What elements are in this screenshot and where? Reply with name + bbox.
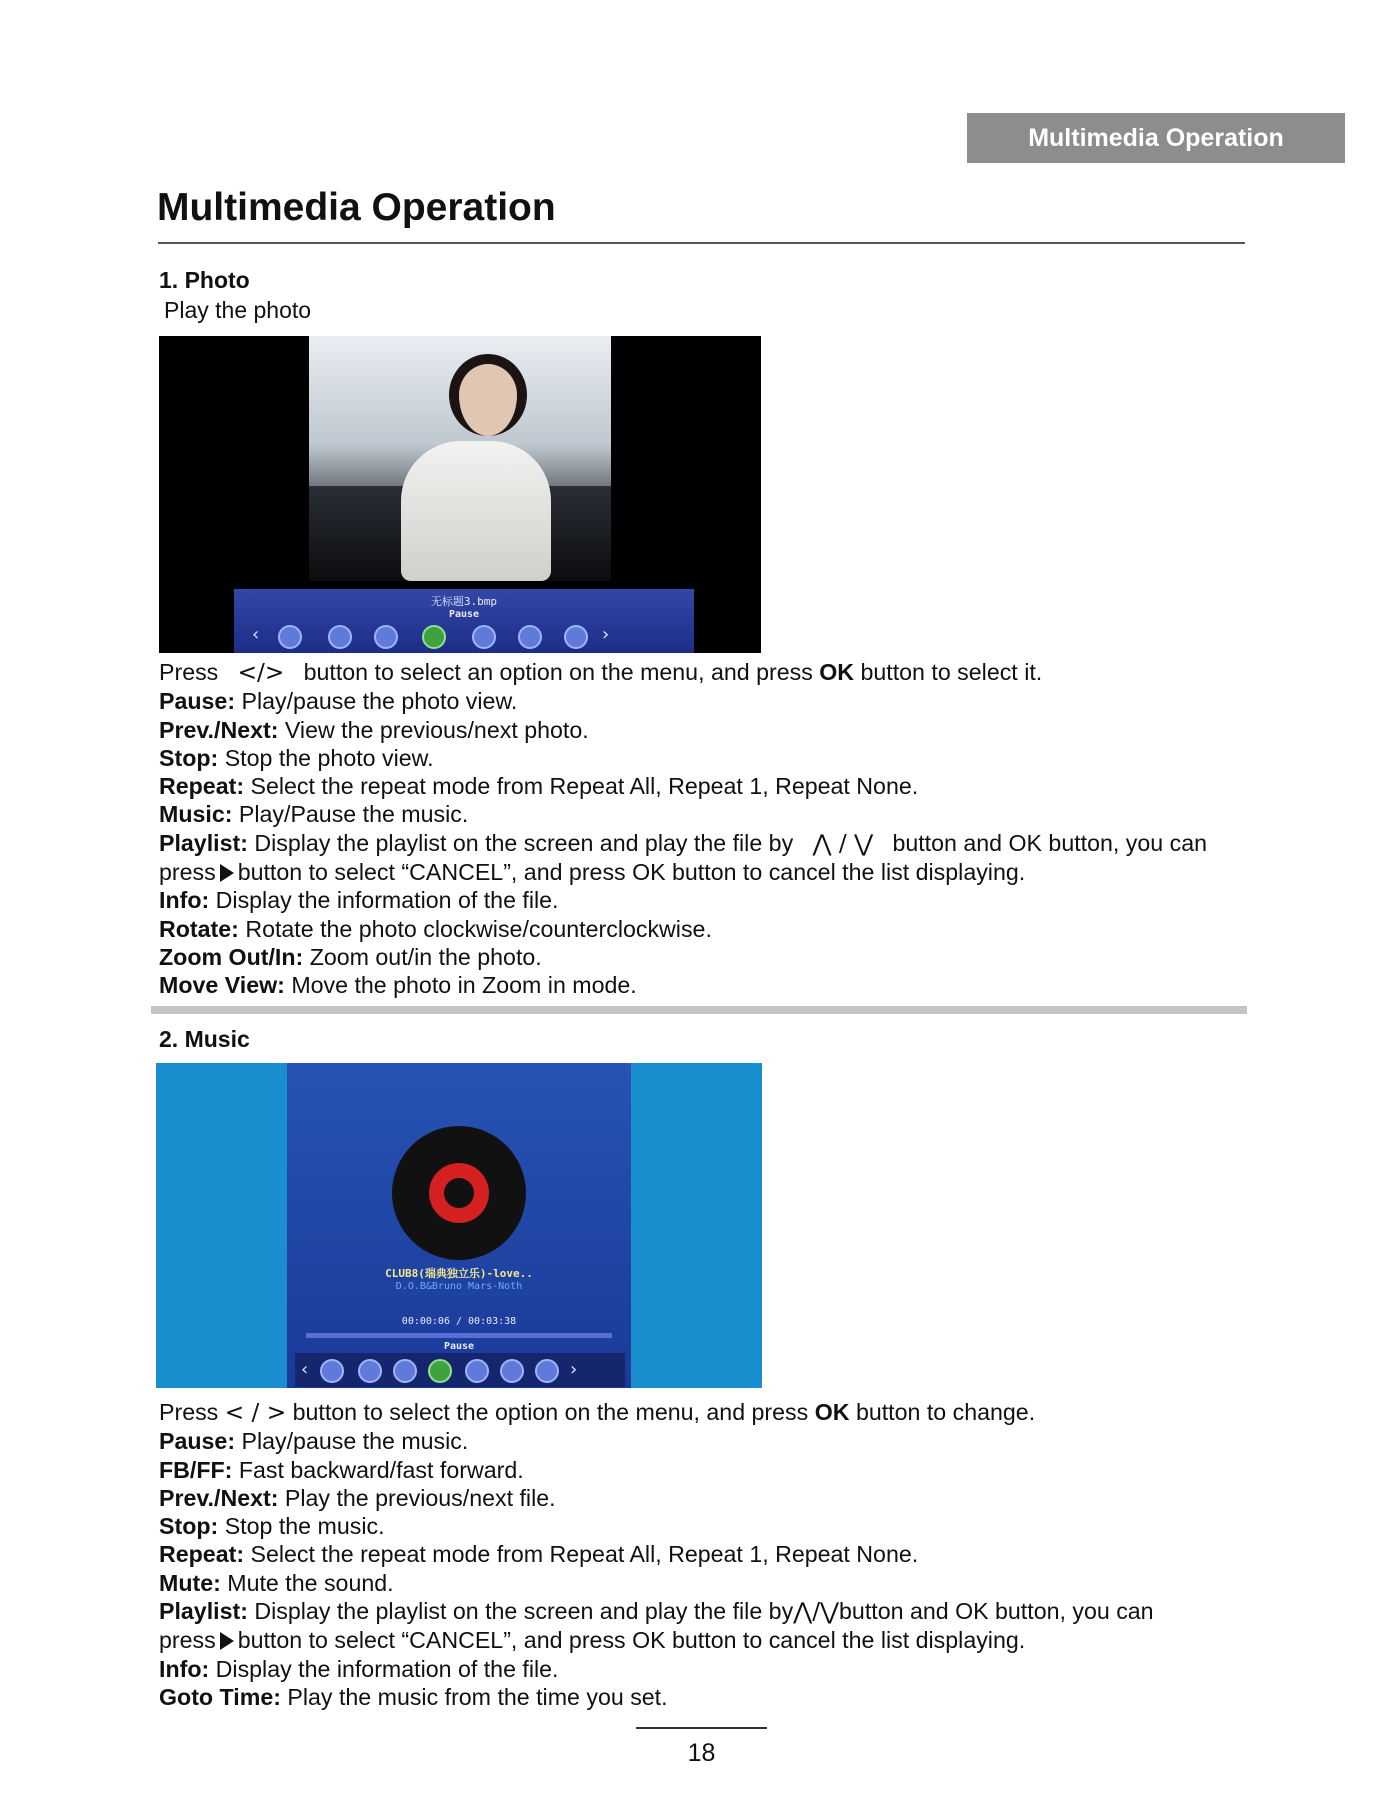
title-rule — [158, 242, 1245, 244]
list-item: Stop: Stop the photo view. — [159, 744, 434, 771]
photo-next-icon[interactable] — [374, 625, 398, 649]
list-item: Goto Time: Play the music from the time you set. — [159, 1683, 668, 1710]
intro-end: button to select it. — [860, 659, 1043, 685]
list-item: Stop: Stop the music. — [159, 1513, 385, 1540]
list-item: Zoom Out/In: Zoom out/in the photo. — [159, 943, 542, 970]
play-triangle-icon — [220, 1632, 234, 1650]
up-down-arrows-icon: ⋀/⋁ — [793, 1598, 840, 1626]
list-item: FB/FF: Fast backward/fast forward. — [159, 1456, 524, 1483]
list-item: Move View: Move the photo in Zoom in mode. — [159, 972, 637, 999]
music-prev-icon[interactable] — [320, 1359, 344, 1383]
music-progress-bar[interactable] — [306, 1333, 612, 1338]
photo-subheading: Play the photo — [164, 297, 312, 323]
photo-left-arrow-icon[interactable]: ‹ — [252, 624, 260, 645]
disc-icon — [392, 1126, 526, 1260]
photo-intro — [159, 658, 1279, 687]
page-number: 18 — [687, 1739, 716, 1767]
list-item: Prev./Next: Play the previous/next file. — [159, 1484, 556, 1511]
music-status: Pause — [443, 1341, 475, 1352]
music-pause-icon[interactable] — [428, 1359, 452, 1383]
music-intro: Press < / > button to select the option on the menu, and press OK button to change. — [159, 1399, 1036, 1426]
music-rewind-icon[interactable] — [500, 1359, 524, 1383]
music-track: CLUB8(瑞典独立乐)-love.. — [385, 1267, 533, 1280]
photo-person-head — [449, 354, 527, 436]
section-tab: Multimedia Operation — [967, 113, 1345, 163]
photo-instructions — [159, 658, 1279, 1000]
left-right-arrows-icon: < / > — [224, 1399, 287, 1426]
photo-screenshot — [159, 336, 761, 653]
photo-pause-icon[interactable] — [422, 625, 446, 649]
photo-prev-icon[interactable] — [328, 625, 352, 649]
footer-rule — [636, 1727, 767, 1729]
list-item: press button to select “CANCEL”, and press OK button to cancel the list displaying. — [159, 1627, 1026, 1654]
list-item: Prev./Next: View the previous/next photo. — [159, 716, 589, 743]
list-item: Rotate: Rotate the photo clockwise/counterclockwise. — [159, 915, 712, 942]
music-left-arrow-icon[interactable]: ‹ — [301, 1359, 309, 1380]
photo-status: Pause — [448, 609, 480, 620]
music-instructions — [159, 1398, 1279, 1711]
photo-filename: 无标题3.bmp — [430, 595, 498, 608]
music-playlist-icon[interactable] — [393, 1359, 417, 1383]
photo-control-bar — [234, 589, 694, 653]
music-heading: 2. Music — [159, 1026, 250, 1052]
section-separator — [151, 1006, 1247, 1014]
photo-right-arrow-icon[interactable]: › — [602, 624, 610, 645]
list-item: Music: Play/Pause the music. — [159, 801, 469, 828]
intro-post: button to select an option on the menu, and press — [303, 659, 813, 685]
intro-pre: Press — [159, 659, 219, 685]
page-title: Multimedia Operation — [157, 186, 556, 229]
list-item: Playlist: Display the playlist on the screen and play the file by⋀/⋁button and OK button, you can — [159, 1598, 1154, 1626]
photo-info-icon[interactable] — [278, 625, 302, 649]
up-down-arrows-icon: ⋀ / ⋁ — [812, 829, 874, 857]
list-item: Pause: Play/pause the photo view. — [159, 688, 518, 715]
photo-playlist-icon[interactable] — [518, 625, 542, 649]
list-item: Repeat: Select the repeat mode from Repeat All, Repeat 1, Repeat None. — [159, 773, 919, 800]
list-item: Info: Display the information of the file. — [159, 1655, 559, 1682]
music-time: 00:00:06 / 00:03:38 — [401, 1316, 517, 1327]
music-next-icon[interactable] — [358, 1359, 382, 1383]
music-stop-icon[interactable] — [465, 1359, 489, 1383]
list-item: Mute: Mute the sound. — [159, 1569, 394, 1596]
music-screenshot — [156, 1063, 762, 1388]
list-item: Playlist: Display the playlist on the screen and play the file by ⋀ / ⋁ button and OK button, you can — [159, 829, 1207, 857]
left-right-arrows-icon: </> — [237, 659, 285, 686]
music-right-arrow-icon[interactable]: › — [570, 1359, 578, 1380]
list-item: Pause: Play/pause the music. — [159, 1428, 469, 1455]
list-item: Repeat: Select the repeat mode from Repeat All, Repeat 1, Repeat None. — [159, 1541, 919, 1568]
music-control-bar — [295, 1353, 625, 1387]
play-triangle-icon — [220, 864, 234, 882]
photo-stop-icon[interactable] — [472, 625, 496, 649]
music-artist: D.O.B&Bruno Mars-Noth — [395, 1281, 523, 1292]
ok-label: OK — [814, 1399, 850, 1425]
photo-repeat-icon[interactable] — [564, 625, 588, 649]
list-item: Info: Display the information of the file. — [159, 887, 559, 914]
list-item: press button to select “CANCEL”, and press OK button to cancel the list displaying. — [159, 859, 1026, 886]
photo-heading: 1. Photo — [159, 267, 250, 293]
photo-person-body — [401, 441, 551, 581]
ok-label: OK — [819, 659, 855, 685]
music-forward-icon[interactable] — [535, 1359, 559, 1383]
